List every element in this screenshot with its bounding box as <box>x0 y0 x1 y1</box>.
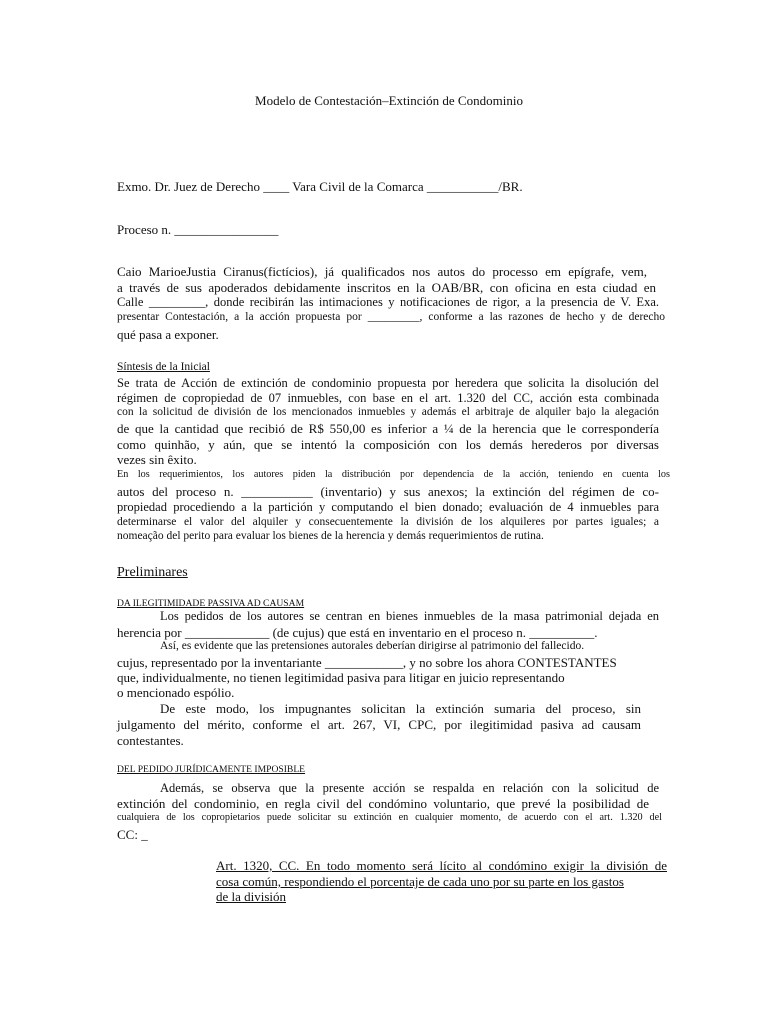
synthesis-line: propiedad procediendo a la partición y computando el bien donado; evaluación de 4 inmuebles para <box>117 500 659 514</box>
ilegitimidad-line: julgamento del mérito, conforme el art. 267, VI, CPC, por ilegitimidad pasiva ad causam <box>117 717 641 732</box>
ilegitimidad-line: De este modo, los impugnantes solicitan la extinción sumaria del proceso, sin <box>160 701 641 716</box>
synthesis-line: como quinhão, y aún, que se intentó la composición con los demás herederos por diversas <box>117 437 659 452</box>
synthesis-line: Se trata de Acción de extinción de condominio propuesta por heredera que solicita la disolución del <box>117 376 659 390</box>
process-number-line: Proceso n. ________________ <box>117 222 279 237</box>
synthesis-line: En los requerimientos, los autores piden la distribución por dependencia de la acción, teniendo en cuenta los <box>117 469 670 480</box>
ilegitimidad-heading: DA ILEGITIMIDADE PASSIVA AD CAUSAM <box>117 598 305 609</box>
synthesis-line: régimen de copropiedad de 07 inmuebles, con base en el art. 1.320 del CC, acción esta combinada <box>117 391 659 405</box>
law-quote-line: cosa común, respondiendo el porcentaje de cada uno por su parte en los gastos <box>216 874 624 889</box>
ilegitimidad-line: herencia por _____________ (de cujus) que está en inventario en el proceso n. __________. <box>117 625 598 640</box>
synthesis-line: con la solicitud de división de los mencionados inmuebles y además el arbitraje de alquiler bajo la alegación <box>117 406 659 418</box>
intro-line: Caio MarioeJustia Ciranus(fictícios), já qualificados nos autos do processo em epígrafe, vem, <box>117 264 647 279</box>
synthesis-line: vezes sin êxito. <box>117 452 197 467</box>
law-quote-line: Art. 1320, CC. En todo momento será lícito al condómino exigir la división de <box>216 858 667 873</box>
law-quote-line: de la división <box>216 889 287 904</box>
pedido-imposible-line: extinción del condominio, en regla civil del condómino voluntario, que prevé la posibilidad de <box>117 796 649 811</box>
synthesis-line: determinarse el valor del alquiler y consecuentemente la división de los alquileres por partes iguales; a <box>117 516 659 528</box>
ilegitimidad-line: Los pedidos de los autores se centran en bienes inmuebles de la masa patrimonial dejada en <box>160 609 659 623</box>
synthesis-line: nomeação del perito para evaluar los bienes de la herencia y demás requerimientos de rutina. <box>117 530 544 542</box>
preliminares-heading: Preliminares <box>117 565 188 580</box>
synthesis-line: de que la cantidad que recibió de R$ 550,00 es inferior a ¼ de la herencia que le correspondería <box>117 421 659 436</box>
synthesis-heading: Síntesis de la Inicial <box>117 361 210 373</box>
intro-line: presentar Contestación, a la acción propuesta por _________, conforme a las razones de hecho y de derecho <box>117 311 665 323</box>
ilegitimidad-line: Así, es evidente que las pretensiones autorales deberían dirigirse al patrimonio del fallecido. <box>160 640 585 652</box>
page-title: Modelo de Contestación–Extinción de Condominio <box>255 93 523 108</box>
pedido-imposible-heading: DEL PEDIDO JURÍDICAMENTE IMPOSIBLE <box>117 764 306 775</box>
pedido-imposible-line: Además, se observa que la presente acción se respalda en relación con la solicitud de <box>160 781 659 795</box>
ilegitimidad-line: que, individualmente, no tienen legitimidad pasiva para litigar en juicio representando <box>117 670 565 685</box>
ilegitimidad-line: cujus, representado por la inventariante ____________, y no sobre los ahora CONTESTANTES <box>117 655 617 670</box>
pedido-imposible-line: cualquiera de los copropietarios puede solicitar su extinción en cualquier momento, de acuerdo con el art. 1.320 del <box>117 812 662 823</box>
synthesis-line: autos del proceso n. ___________ (inventario) y sus anexos; la extinción del régimen de co- <box>117 484 659 499</box>
ilegitimidad-line: contestantes. <box>117 733 184 748</box>
pedido-imposible-line: CC: _ <box>117 827 148 842</box>
intro-line: Calle _________, donde recibirán las intimaciones y notificaciones de rigor, a la presencia de V. Exa. <box>117 295 659 309</box>
ilegitimidad-line: o mencionado espólio. <box>117 685 235 700</box>
intro-line: qué pasa a exponer. <box>117 327 219 342</box>
addressee-line: Exmo. Dr. Juez de Derecho ____ Vara Civil de la Comarca ___________/BR. <box>117 179 523 194</box>
intro-line: a través de sus apoderados debidamente inscritos en la OAB/BR, con oficina en esta ciudad en <box>117 280 656 295</box>
